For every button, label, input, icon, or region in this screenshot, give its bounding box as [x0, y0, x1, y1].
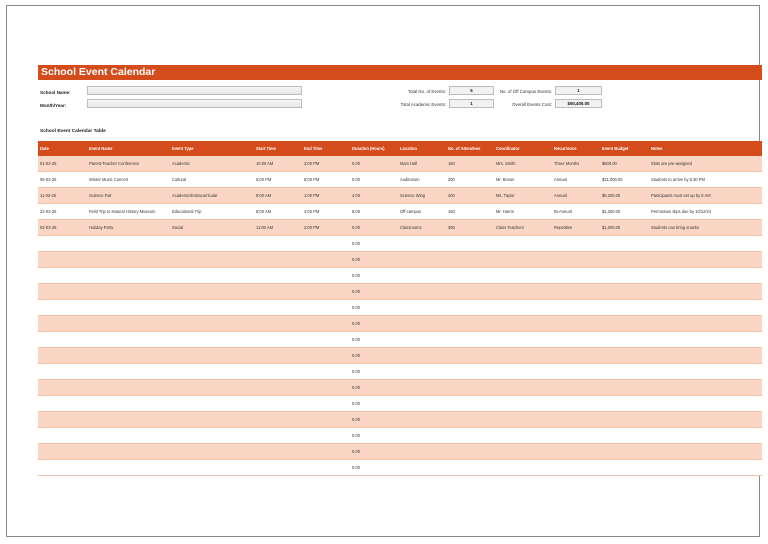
cell-event-type[interactable]: Educational Trip [172, 209, 202, 214]
cell-date[interactable]: 05-02-25 [40, 177, 57, 182]
cell-start-time[interactable] [254, 348, 302, 363]
cell-coordinator[interactable] [494, 300, 552, 315]
cell-coordinator[interactable] [494, 396, 552, 411]
cell-event-name[interactable]: Science Fair [89, 193, 112, 198]
cell-coordinator[interactable] [494, 460, 552, 475]
cell-recurrence[interactable]: Annual [554, 193, 567, 198]
cell-date[interactable] [38, 316, 87, 331]
cell-date[interactable]: 01-02-25 [40, 161, 57, 166]
table-row [38, 396, 762, 412]
cell-attendees[interactable] [446, 460, 494, 475]
cell-event-budget[interactable] [600, 284, 649, 299]
table-row [38, 188, 762, 204]
cell-location[interactable] [398, 380, 446, 395]
cell-event-type[interactable] [170, 300, 254, 315]
cell-notes[interactable] [649, 236, 762, 251]
cell-location[interactable] [398, 268, 446, 283]
cell-recurrence[interactable] [552, 236, 600, 251]
table-row [38, 332, 762, 348]
table-row [38, 252, 762, 268]
column-header-event-budget[interactable]: Event Budget [602, 146, 629, 151]
cell-notes[interactable]: Students to arrive by 5:30 PM [651, 177, 705, 182]
cell-event-type[interactable] [170, 380, 254, 395]
cell-location[interactable] [398, 460, 446, 475]
cell-end-time[interactable] [302, 332, 350, 347]
cell-event-type[interactable] [170, 252, 254, 267]
cell-notes[interactable] [649, 460, 762, 475]
cell-recurrence[interactable] [552, 332, 600, 347]
column-header-start-time[interactable]: Start Time [256, 146, 276, 151]
cell-event-name[interactable]: Holiday Party [89, 225, 114, 230]
cell-notes[interactable] [649, 396, 762, 411]
cell-duration[interactable]: 0.00 [352, 241, 360, 246]
cell-coordinator[interactable] [494, 316, 552, 331]
table-row [38, 300, 762, 316]
cell-notes[interactable] [649, 412, 762, 427]
cell-end-time[interactable] [302, 444, 350, 459]
cell-recurrence[interactable] [552, 348, 600, 363]
cell-coordinator[interactable] [494, 380, 552, 395]
column-header-recurrence[interactable]: Recurrence [554, 146, 577, 151]
cell-attendees[interactable] [446, 364, 494, 379]
cell-attendees[interactable] [446, 268, 494, 283]
cell-recurrence[interactable]: Three Months [554, 161, 580, 166]
cell-duration[interactable]: 4.00 [352, 193, 360, 198]
cell-event-name[interactable] [87, 380, 170, 395]
cell-recurrence[interactable] [552, 444, 600, 459]
cell-event-budget[interactable] [600, 268, 649, 283]
cell-start-time[interactable] [254, 252, 302, 267]
cell-notes[interactable] [649, 268, 762, 283]
cell-event-budget[interactable] [600, 236, 649, 251]
cell-event-budget[interactable]: $1,200.00 [602, 209, 621, 214]
cell-event-type[interactable] [170, 332, 254, 347]
cell-end-time[interactable]: 4:00 PM [304, 209, 320, 214]
cell-duration[interactable]: 0.00 [352, 401, 360, 406]
column-header-date[interactable]: Date [40, 146, 49, 151]
cell-event-type[interactable]: Social [172, 225, 184, 230]
cell-date[interactable] [38, 236, 87, 251]
cell-event-name[interactable] [87, 412, 170, 427]
cell-recurrence[interactable] [552, 300, 600, 315]
cell-attendees[interactable] [446, 412, 494, 427]
cell-recurrence[interactable] [552, 396, 600, 411]
cell-event-name[interactable] [87, 284, 170, 299]
cell-recurrence[interactable]: Repetitive [554, 225, 573, 230]
cell-coordinator[interactable] [494, 332, 552, 347]
month-year-label: Month/Year: [40, 103, 67, 108]
cell-attendees[interactable] [446, 236, 494, 251]
cell-attendees[interactable] [446, 348, 494, 363]
cell-date[interactable] [38, 252, 87, 267]
month-year-field[interactable] [87, 99, 302, 108]
cell-start-time[interactable] [254, 284, 302, 299]
cell-end-time[interactable] [302, 412, 350, 427]
table-row [38, 156, 762, 172]
cell-event-budget[interactable] [600, 380, 649, 395]
cell-coordinator[interactable] [494, 236, 552, 251]
cell-notes[interactable] [649, 300, 762, 315]
cell-event-budget[interactable]: $500.00 [602, 161, 617, 166]
cell-notes[interactable]: Students can bring snacks [651, 225, 700, 230]
cell-recurrence[interactable] [552, 428, 600, 443]
cell-duration[interactable]: 0.00 [352, 369, 360, 374]
cell-end-time[interactable] [302, 284, 350, 299]
cell-start-time[interactable]: 6:00 PM [256, 177, 272, 182]
cell-notes[interactable] [649, 348, 762, 363]
cell-notes[interactable] [649, 316, 762, 331]
cell-start-time[interactable] [254, 268, 302, 283]
cell-attendees[interactable] [446, 316, 494, 331]
cell-end-time[interactable] [302, 252, 350, 267]
cell-end-time[interactable] [302, 316, 350, 331]
cell-notes[interactable] [649, 252, 762, 267]
academic-events-value: 1 [449, 99, 494, 108]
cell-notes[interactable] [649, 380, 762, 395]
cell-coordinator[interactable]: Ms. Taylor [496, 193, 515, 198]
column-header-coordinator[interactable]: Coordinator [496, 146, 520, 151]
cell-start-time[interactable] [254, 396, 302, 411]
cell-event-name[interactable] [87, 444, 170, 459]
cell-coordinator[interactable]: Mr. Brown [496, 177, 515, 182]
cell-location[interactable]: Auditorium [400, 177, 420, 182]
cell-event-type[interactable] [170, 412, 254, 427]
cell-duration[interactable]: 0.00 [352, 289, 360, 294]
cell-duration[interactable]: 0.00 [352, 433, 360, 438]
column-header-location[interactable]: Location [400, 146, 418, 151]
cell-date[interactable] [38, 284, 87, 299]
cell-location[interactable] [398, 412, 446, 427]
cell-attendees[interactable] [446, 252, 494, 267]
academic-events-label: Total Academic Events: [400, 102, 446, 107]
total-events-label: Total No. of Events: [407, 89, 446, 94]
cell-start-time[interactable]: 9:00 AM [256, 193, 272, 198]
cell-coordinator[interactable] [494, 444, 552, 459]
cell-end-time[interactable] [302, 300, 350, 315]
cell-start-time[interactable]: 10:00 AM [256, 161, 274, 166]
cell-duration[interactable]: 0.00 [352, 353, 360, 358]
cell-end-time[interactable]: 3:00 PM [304, 161, 320, 166]
cell-event-type[interactable] [170, 396, 254, 411]
cell-attendees[interactable] [446, 396, 494, 411]
cell-recurrence[interactable] [552, 252, 600, 267]
column-header-event-type[interactable]: Event Type [172, 146, 194, 151]
cell-event-name[interactable] [87, 236, 170, 251]
cell-attendees[interactable]: 150 [448, 161, 455, 166]
cell-event-type[interactable] [170, 348, 254, 363]
cell-event-type[interactable] [170, 444, 254, 459]
table-row [38, 284, 762, 300]
table-row [38, 364, 762, 380]
cell-event-name[interactable] [87, 300, 170, 315]
cell-date[interactable] [38, 412, 87, 427]
table-row [38, 172, 762, 188]
cell-location[interactable]: Science Wing [400, 193, 426, 198]
cell-coordinator[interactable] [494, 412, 552, 427]
event-table [38, 141, 762, 476]
cell-event-type[interactable] [170, 460, 254, 475]
cell-duration[interactable]: 0.00 [352, 321, 360, 326]
cell-event-budget[interactable] [600, 428, 649, 443]
cell-duration[interactable]: 0.00 [352, 337, 360, 342]
cell-coordinator[interactable]: Mrs. Smith [496, 161, 516, 166]
cell-duration[interactable]: 0.00 [352, 449, 360, 454]
cell-duration[interactable]: 0.00 [352, 385, 360, 390]
cell-end-time[interactable]: 8:00 PM [304, 177, 320, 182]
cell-event-type[interactable] [170, 364, 254, 379]
cell-event-budget[interactable] [600, 332, 649, 347]
table-row [38, 316, 762, 332]
table-section-title: School Event Calendar Table [40, 129, 106, 134]
cell-date[interactable]: 22-02-25 [40, 209, 57, 214]
cell-event-name[interactable] [87, 428, 170, 443]
cell-event-budget[interactable]: $1,000.00 [602, 225, 621, 230]
column-header-attendees[interactable]: No. of Attendees [448, 146, 481, 151]
cell-end-time[interactable] [302, 380, 350, 395]
total-events-value: 5 [449, 86, 494, 95]
cell-start-time[interactable] [254, 300, 302, 315]
cell-attendees[interactable]: 150 [448, 209, 455, 214]
table-row [38, 428, 762, 444]
cell-location[interactable] [398, 316, 446, 331]
cell-location[interactable] [398, 332, 446, 347]
cell-location[interactable] [398, 396, 446, 411]
cell-event-budget[interactable]: $21,000.00 [602, 177, 623, 182]
cell-recurrence[interactable] [552, 380, 600, 395]
cell-event-name[interactable] [87, 364, 170, 379]
cell-duration[interactable]: 0.00 [352, 417, 360, 422]
cell-event-budget[interactable] [600, 364, 649, 379]
cell-event-name[interactable] [87, 316, 170, 331]
cell-location[interactable] [398, 348, 446, 363]
cell-attendees[interactable]: 200 [448, 193, 455, 198]
cell-recurrence[interactable] [552, 412, 600, 427]
cell-end-time[interactable] [302, 364, 350, 379]
column-header-end-time[interactable]: End Time [304, 146, 323, 151]
cell-end-time[interactable] [302, 428, 350, 443]
cell-duration[interactable]: 0.00 [352, 273, 360, 278]
cell-event-type[interactable] [170, 268, 254, 283]
table-body [38, 156, 762, 476]
cell-event-name[interactable] [87, 268, 170, 283]
cell-event-budget[interactable] [600, 300, 649, 315]
cell-notes[interactable]: Permission slips due by 10/12/24 [651, 209, 712, 214]
cell-coordinator[interactable] [494, 252, 552, 267]
cell-location[interactable]: Off-campus [400, 209, 422, 214]
table-row [38, 380, 762, 396]
cell-location[interactable] [398, 284, 446, 299]
page-title: School Event Calendar [38, 65, 762, 80]
cell-notes[interactable] [649, 364, 762, 379]
table-row [38, 460, 762, 476]
cell-event-budget[interactable] [600, 412, 649, 427]
cell-date[interactable] [38, 348, 87, 363]
cell-location[interactable] [398, 444, 446, 459]
cell-duration[interactable]: 0.00 [352, 225, 360, 230]
cell-duration[interactable]: 0.00 [352, 465, 360, 470]
table-row [38, 348, 762, 364]
table-row [38, 268, 762, 284]
cell-event-type[interactable] [170, 236, 254, 251]
cell-date[interactable] [38, 268, 87, 283]
cell-start-time[interactable] [254, 460, 302, 475]
cell-notes[interactable] [649, 284, 762, 299]
cell-event-name[interactable] [87, 396, 170, 411]
cell-start-time[interactable] [254, 364, 302, 379]
cell-recurrence[interactable] [552, 364, 600, 379]
cell-location[interactable] [398, 364, 446, 379]
cell-notes[interactable]: Slots are pre-assigned [651, 161, 692, 166]
cell-location[interactable] [398, 300, 446, 315]
cell-duration[interactable]: 0.00 [352, 305, 360, 310]
cell-event-name[interactable]: Parent-Teacher Conference [89, 161, 140, 166]
cell-recurrence[interactable]: Annual [554, 177, 567, 182]
cell-start-time[interactable] [254, 412, 302, 427]
cell-attendees[interactable]: 300 [448, 225, 455, 230]
cell-event-name[interactable] [87, 460, 170, 475]
cell-recurrence[interactable]: Bi-Annual [554, 209, 572, 214]
cell-event-budget[interactable] [600, 252, 649, 267]
cell-date[interactable] [38, 396, 87, 411]
cell-date[interactable] [38, 300, 87, 315]
cell-recurrence[interactable] [552, 268, 600, 283]
cell-coordinator[interactable] [494, 348, 552, 363]
cell-location[interactable] [398, 236, 446, 251]
school-name-label: School Name: [40, 90, 71, 95]
cell-event-type[interactable] [170, 316, 254, 331]
cell-coordinator[interactable]: Mr. Harris [496, 209, 514, 214]
cell-event-type[interactable]: Academic [172, 161, 190, 166]
cell-recurrence[interactable] [552, 316, 600, 331]
cell-event-type[interactable]: Academic/Extracurricular [172, 193, 218, 198]
cell-attendees[interactable] [446, 444, 494, 459]
cell-notes[interactable] [649, 428, 762, 443]
cell-end-time[interactable] [302, 236, 350, 251]
cell-recurrence[interactable] [552, 460, 600, 475]
cell-coordinator[interactable] [494, 268, 552, 283]
cell-event-name[interactable]: Field Trip to Natural History Museum [89, 209, 156, 214]
off-campus-value: 1 [555, 86, 602, 95]
table-row [38, 204, 762, 220]
cell-end-time[interactable] [302, 268, 350, 283]
cell-end-time[interactable] [302, 460, 350, 475]
column-header-event-name[interactable]: Event Name [89, 146, 113, 151]
cell-start-time[interactable]: 11:00 AM [256, 225, 273, 230]
cell-duration[interactable]: 0.00 [352, 161, 360, 166]
cell-date[interactable] [38, 444, 87, 459]
cell-event-type[interactable] [170, 284, 254, 299]
cell-coordinator[interactable] [494, 364, 552, 379]
cell-attendees[interactable] [446, 428, 494, 443]
cell-attendees[interactable] [446, 284, 494, 299]
cell-end-time[interactable]: 2:00 PM [304, 225, 320, 230]
table-row [38, 236, 762, 252]
off-campus-label: No. of Off Campus Events: [499, 89, 552, 94]
column-header-notes[interactable]: Notes [651, 146, 663, 151]
cell-end-time[interactable]: 1:00 PM [304, 193, 320, 198]
cell-location[interactable] [398, 428, 446, 443]
cell-coordinator[interactable] [494, 284, 552, 299]
cell-event-budget[interactable] [600, 460, 649, 475]
cell-event-type[interactable]: Cultural [172, 177, 187, 182]
cell-date[interactable]: 11-02-25 [40, 193, 57, 198]
cell-duration[interactable]: 0.00 [352, 177, 360, 182]
cell-event-type[interactable] [170, 428, 254, 443]
cell-attendees[interactable]: 200 [448, 177, 455, 182]
cell-date[interactable] [38, 428, 87, 443]
cell-start-time[interactable]: 8:00 AM [256, 209, 272, 214]
cell-event-budget[interactable] [600, 316, 649, 331]
school-name-field[interactable] [87, 86, 302, 95]
cell-event-name[interactable]: Winter Music Concert [89, 177, 129, 182]
cell-start-time[interactable] [254, 316, 302, 331]
cell-notes[interactable] [649, 444, 762, 459]
cell-notes[interactable]: Participants must set up by 8 AM [651, 193, 711, 198]
cell-attendees[interactable] [446, 300, 494, 315]
cell-duration[interactable]: 8.00 [352, 209, 360, 214]
cell-start-time[interactable] [254, 332, 302, 347]
cell-start-time[interactable] [254, 444, 302, 459]
cell-attendees[interactable] [446, 380, 494, 395]
overall-cost-value: $50,400.00 [555, 99, 602, 108]
cell-end-time[interactable] [302, 396, 350, 411]
cell-start-time[interactable] [254, 380, 302, 395]
cell-coordinator[interactable] [494, 428, 552, 443]
cell-location[interactable]: Main Hall [400, 161, 418, 166]
cell-start-time[interactable] [254, 236, 302, 251]
cell-event-name[interactable] [87, 252, 170, 267]
cell-attendees[interactable] [446, 332, 494, 347]
cell-end-time[interactable] [302, 348, 350, 363]
cell-event-budget[interactable] [600, 444, 649, 459]
table-row [38, 412, 762, 428]
cell-event-budget[interactable] [600, 396, 649, 411]
overall-cost-label: Overall Events Cost: [511, 102, 552, 107]
table-row [38, 220, 762, 236]
cell-coordinator[interactable]: Class Teachers [496, 225, 524, 230]
cell-duration[interactable]: 0.00 [352, 257, 360, 262]
cell-location[interactable]: Classrooms [400, 225, 422, 230]
cell-event-name[interactable] [87, 332, 170, 347]
table-header-row [38, 141, 762, 156]
cell-event-name[interactable] [87, 348, 170, 363]
cell-event-budget[interactable] [600, 348, 649, 363]
cell-date[interactable] [38, 380, 87, 395]
cell-start-time[interactable] [254, 428, 302, 443]
cell-recurrence[interactable] [552, 284, 600, 299]
cell-date[interactable] [38, 460, 87, 475]
column-header-duration[interactable]: Duration (Hours) [352, 146, 385, 151]
cell-event-budget[interactable]: $8,200.00 [602, 193, 621, 198]
table-row [38, 444, 762, 460]
cell-notes[interactable] [649, 332, 762, 347]
cell-date[interactable]: 02-03-25 [40, 225, 57, 230]
cell-date[interactable] [38, 364, 87, 379]
cell-date[interactable] [38, 332, 87, 347]
cell-location[interactable] [398, 252, 446, 267]
